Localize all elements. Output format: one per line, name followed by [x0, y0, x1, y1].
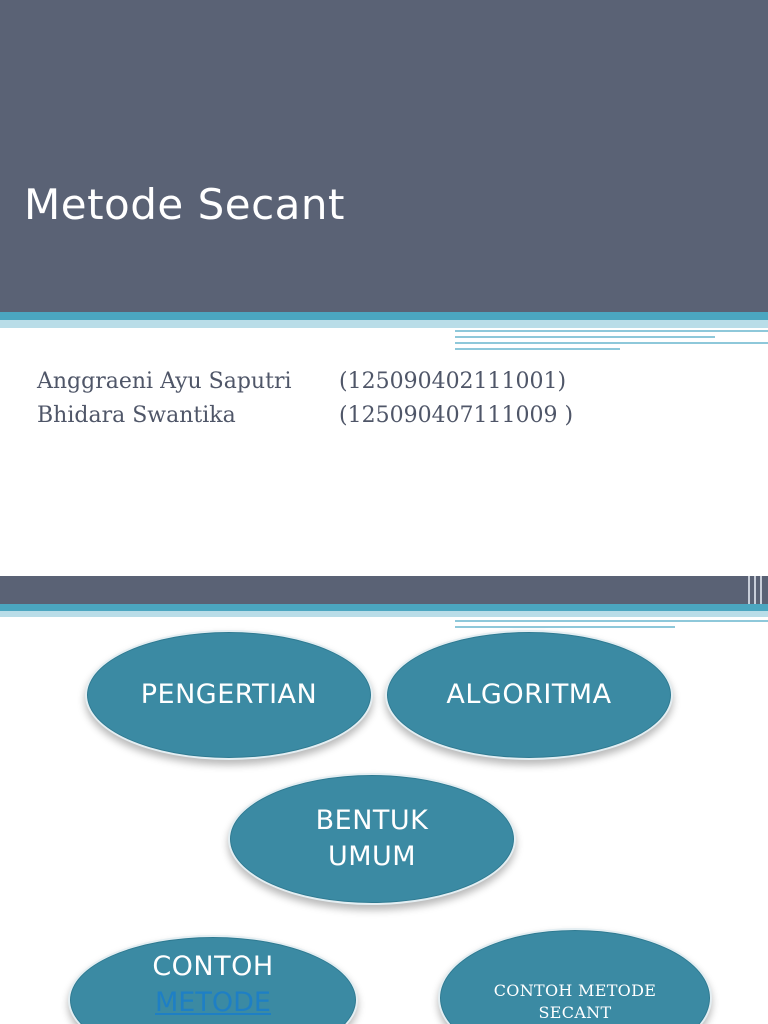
author-id: (125090402111001)	[339, 369, 567, 394]
author-row	[37, 399, 573, 433]
decor-line	[748, 576, 750, 604]
algoritma-label: ALGORITMA	[446, 679, 612, 710]
author-list	[37, 365, 573, 433]
slide1-accent-band-light	[0, 320, 768, 328]
decor-line	[760, 576, 762, 604]
slide-title: Metode Secant	[24, 180, 346, 229]
contoh-label: CONTOH	[152, 951, 274, 982]
pengertian-label: PENGERTIAN	[140, 679, 318, 710]
author-row	[37, 365, 573, 399]
author-id: (125090407111009 )	[339, 403, 574, 428]
decor-line	[754, 576, 756, 604]
slide1-accent-band	[0, 312, 768, 320]
contoh-button[interactable]	[68, 935, 358, 1024]
decor-line	[455, 348, 620, 350]
algoritma-button[interactable]	[385, 630, 673, 760]
decor-line	[455, 330, 768, 332]
bentuk-umum-button[interactable]	[228, 773, 516, 905]
pengertian-button[interactable]	[85, 630, 373, 760]
slide2-header	[0, 576, 768, 604]
contoh-metode-secant-button[interactable]	[438, 928, 712, 1024]
decor-line	[455, 626, 675, 628]
contoh-metode-label-line1: CONTOH METODE	[493, 981, 657, 1000]
slide2-accent-band	[0, 604, 768, 611]
decor-line	[455, 336, 715, 338]
bentuk-label-line2: UMUM	[327, 841, 417, 872]
slide1-header	[0, 0, 768, 312]
bentuk-label-line1: BENTUK	[315, 805, 429, 836]
metode-link[interactable]: METODE	[155, 987, 271, 1018]
decor-line	[455, 620, 768, 622]
author-name: Bhidara Swantika	[37, 403, 236, 428]
decor-line	[455, 342, 768, 344]
author-name: Anggraeni Ayu Saputri	[37, 369, 292, 394]
contoh-metode-label-line2: SECANT	[538, 1003, 612, 1022]
slide2-accent-band-light	[0, 611, 768, 617]
